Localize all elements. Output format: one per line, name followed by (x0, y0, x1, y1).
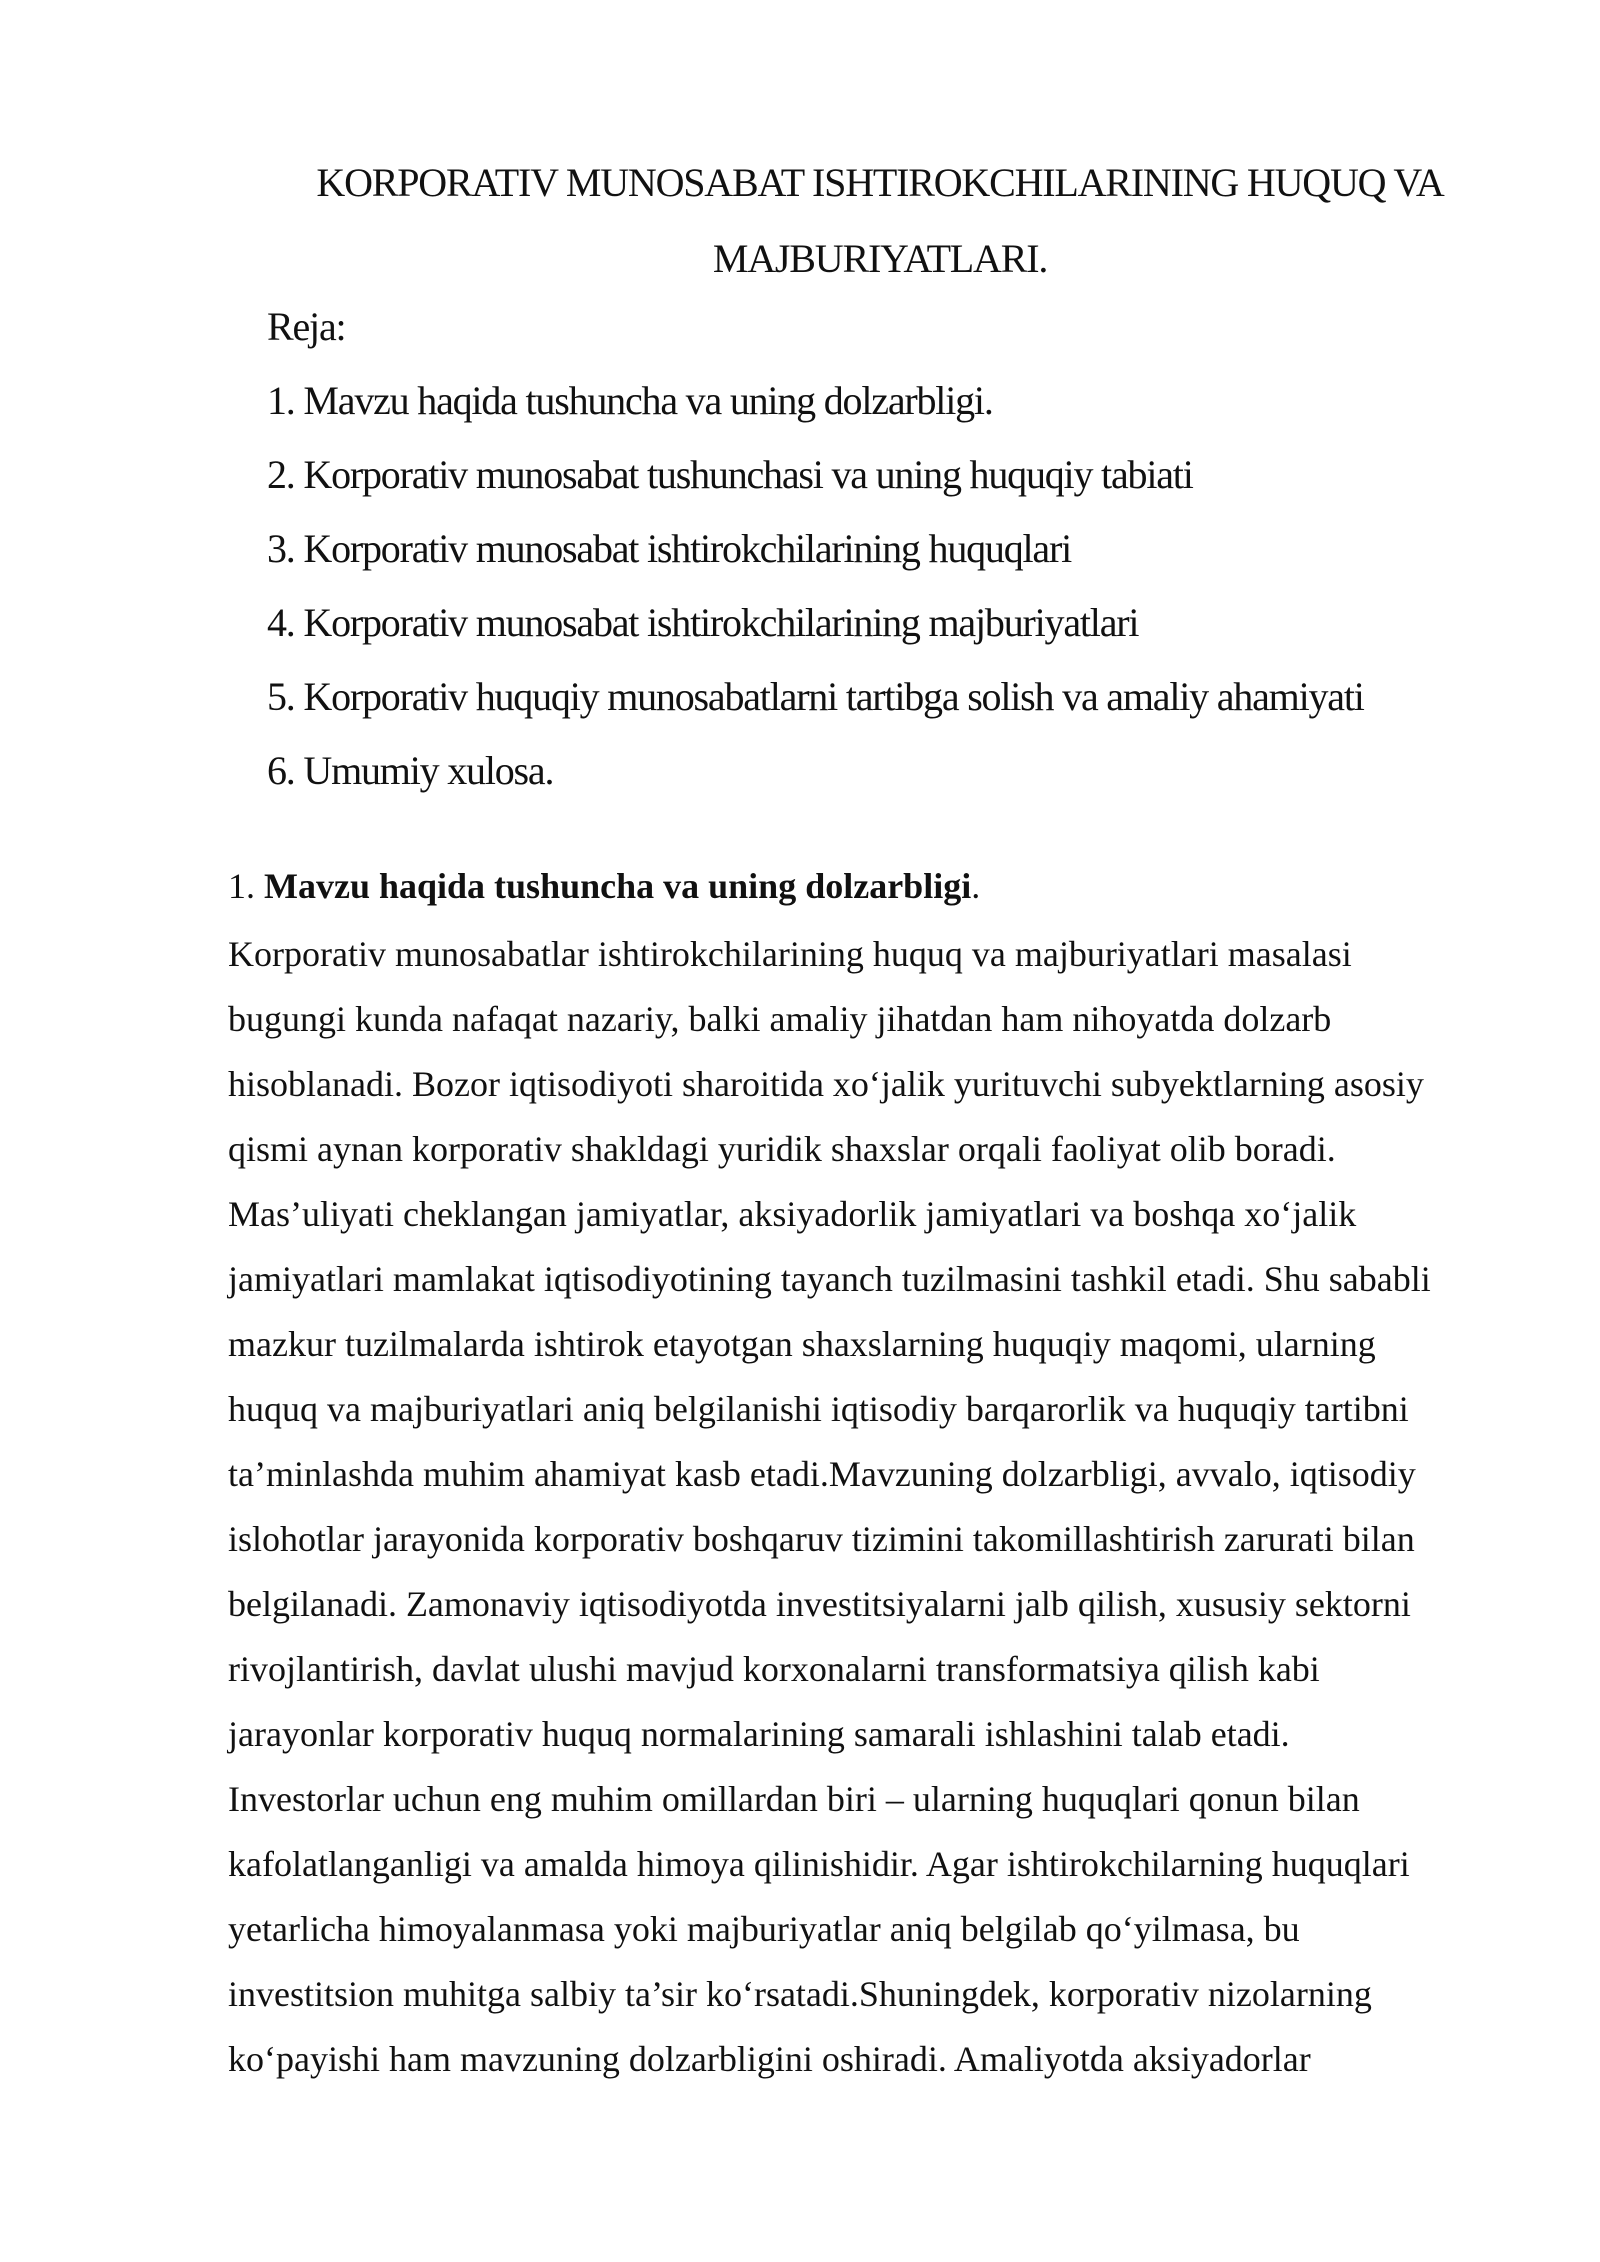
section-1-heading (228, 858, 980, 914)
text-line: rivojlantirish, davlat ulushi mavjud korxonalarni transformatsiya qilish kabi (228, 1649, 1320, 1689)
section-1-body (228, 922, 1568, 2092)
plan-item: 3. Korporativ munosabat ishtirokchilarining huquqlari (267, 526, 1072, 571)
text-line: kafolatlanganligi va amalda himoya qilinishidir. Agar ishtirokchilarning huquqlari (228, 1844, 1410, 1884)
text-line: huquq va majburiyatlari aniq belgilanishi iqtisodiy barqarorlik va huquqiy tartibni (228, 1389, 1409, 1429)
plan-item: 2. Korporativ munosabat tushunchasi va uning huquqiy tabiati (267, 452, 1193, 497)
text-line: yetarlicha himoyalanmasa yoki majburiyatlar aniq belgilab qo‘yilmasa, bu (228, 1909, 1300, 1949)
text-line: hisoblanadi. Bozor iqtisodiyoti sharoitida xo‘jalik yurituvchi subyektlarning asosiy (228, 1064, 1424, 1104)
text-line: islohotlar jarayonida korporativ boshqaruv tizimini takomillashtirish zarurati bilan (228, 1519, 1415, 1559)
text-line: Korporativ munosabatlar ishtirokchilarining huquq va majburiyatlari masalasi (228, 934, 1352, 974)
section-number: 1. (228, 866, 264, 906)
text-line: ko‘payishi ham mavzuning dolzarbligini oshiradi. Amaliyotda aksiyadorlar (228, 2039, 1311, 2079)
text-line: mazkur tuzilmalarda ishtirok etayotgan shaxslarning huquqiy maqomi, ularning (228, 1324, 1376, 1364)
plan-label: Reja: (267, 304, 346, 349)
text-line: qismi aynan korporativ shakldagi yuridik shaxslar orqali faoliyat olib boradi. (228, 1129, 1336, 1169)
title-line-2: MAJBURIYATLARI. (712, 236, 1048, 281)
text-line: Investorlar uchun eng muhim omillardan biri – ularning huquqlari qonun bilan (228, 1779, 1360, 1819)
plan-item: 5. Korporativ huquqiy munosabatlarni tartibga solish va amaliy ahamiyati (267, 674, 1364, 719)
text-line: jamiyatlari mamlakat iqtisodiyotining tayanch tuzilmasini tashkil etadi. Shu sababli (228, 1259, 1431, 1299)
text-line: jarayonlar korporativ huquq normalarining samarali ishlashini talab etadi. (228, 1714, 1290, 1754)
plan-list (267, 290, 1567, 808)
text-line: ta’minlashda muhim ahamiyat kasb etadi.Mavzuning dolzarbligi, avvalo, iqtisodiy (228, 1454, 1416, 1494)
section-heading-end: . (971, 866, 981, 906)
section-heading-text: Mavzu haqida tushuncha va uning dolzarbligi (264, 866, 972, 906)
plan-item: 1. Mavzu haqida tushuncha va uning dolzarbligi. (267, 378, 993, 423)
plan-item: 4. Korporativ munosabat ishtirokchilarining majburiyatlari (267, 600, 1139, 645)
document-title (230, 145, 1530, 297)
text-line: bugungi kunda nafaqat nazariy, balki amaliy jihatdan ham nihoyatda dolzarb (228, 999, 1332, 1039)
title-line-1: KORPORATIV MUNOSABAT ISHTIROKCHILARINING HUQUQ VA (316, 160, 1444, 205)
plan-item: 6. Umumiy xulosa. (267, 748, 554, 793)
text-line: belgilanadi. Zamonaviy iqtisodiyotda investitsiyalarni jalb qilish, xususiy sektorni (228, 1584, 1411, 1624)
text-line: Mas’uliyati cheklangan jamiyatlar, aksiyadorlik jamiyatlari va boshqa xo‘jalik (228, 1194, 1357, 1234)
text-line: investitsion muhitga salbiy ta’sir ko‘rsatadi.Shuningdek, korporativ nizolarning (228, 1974, 1372, 2014)
